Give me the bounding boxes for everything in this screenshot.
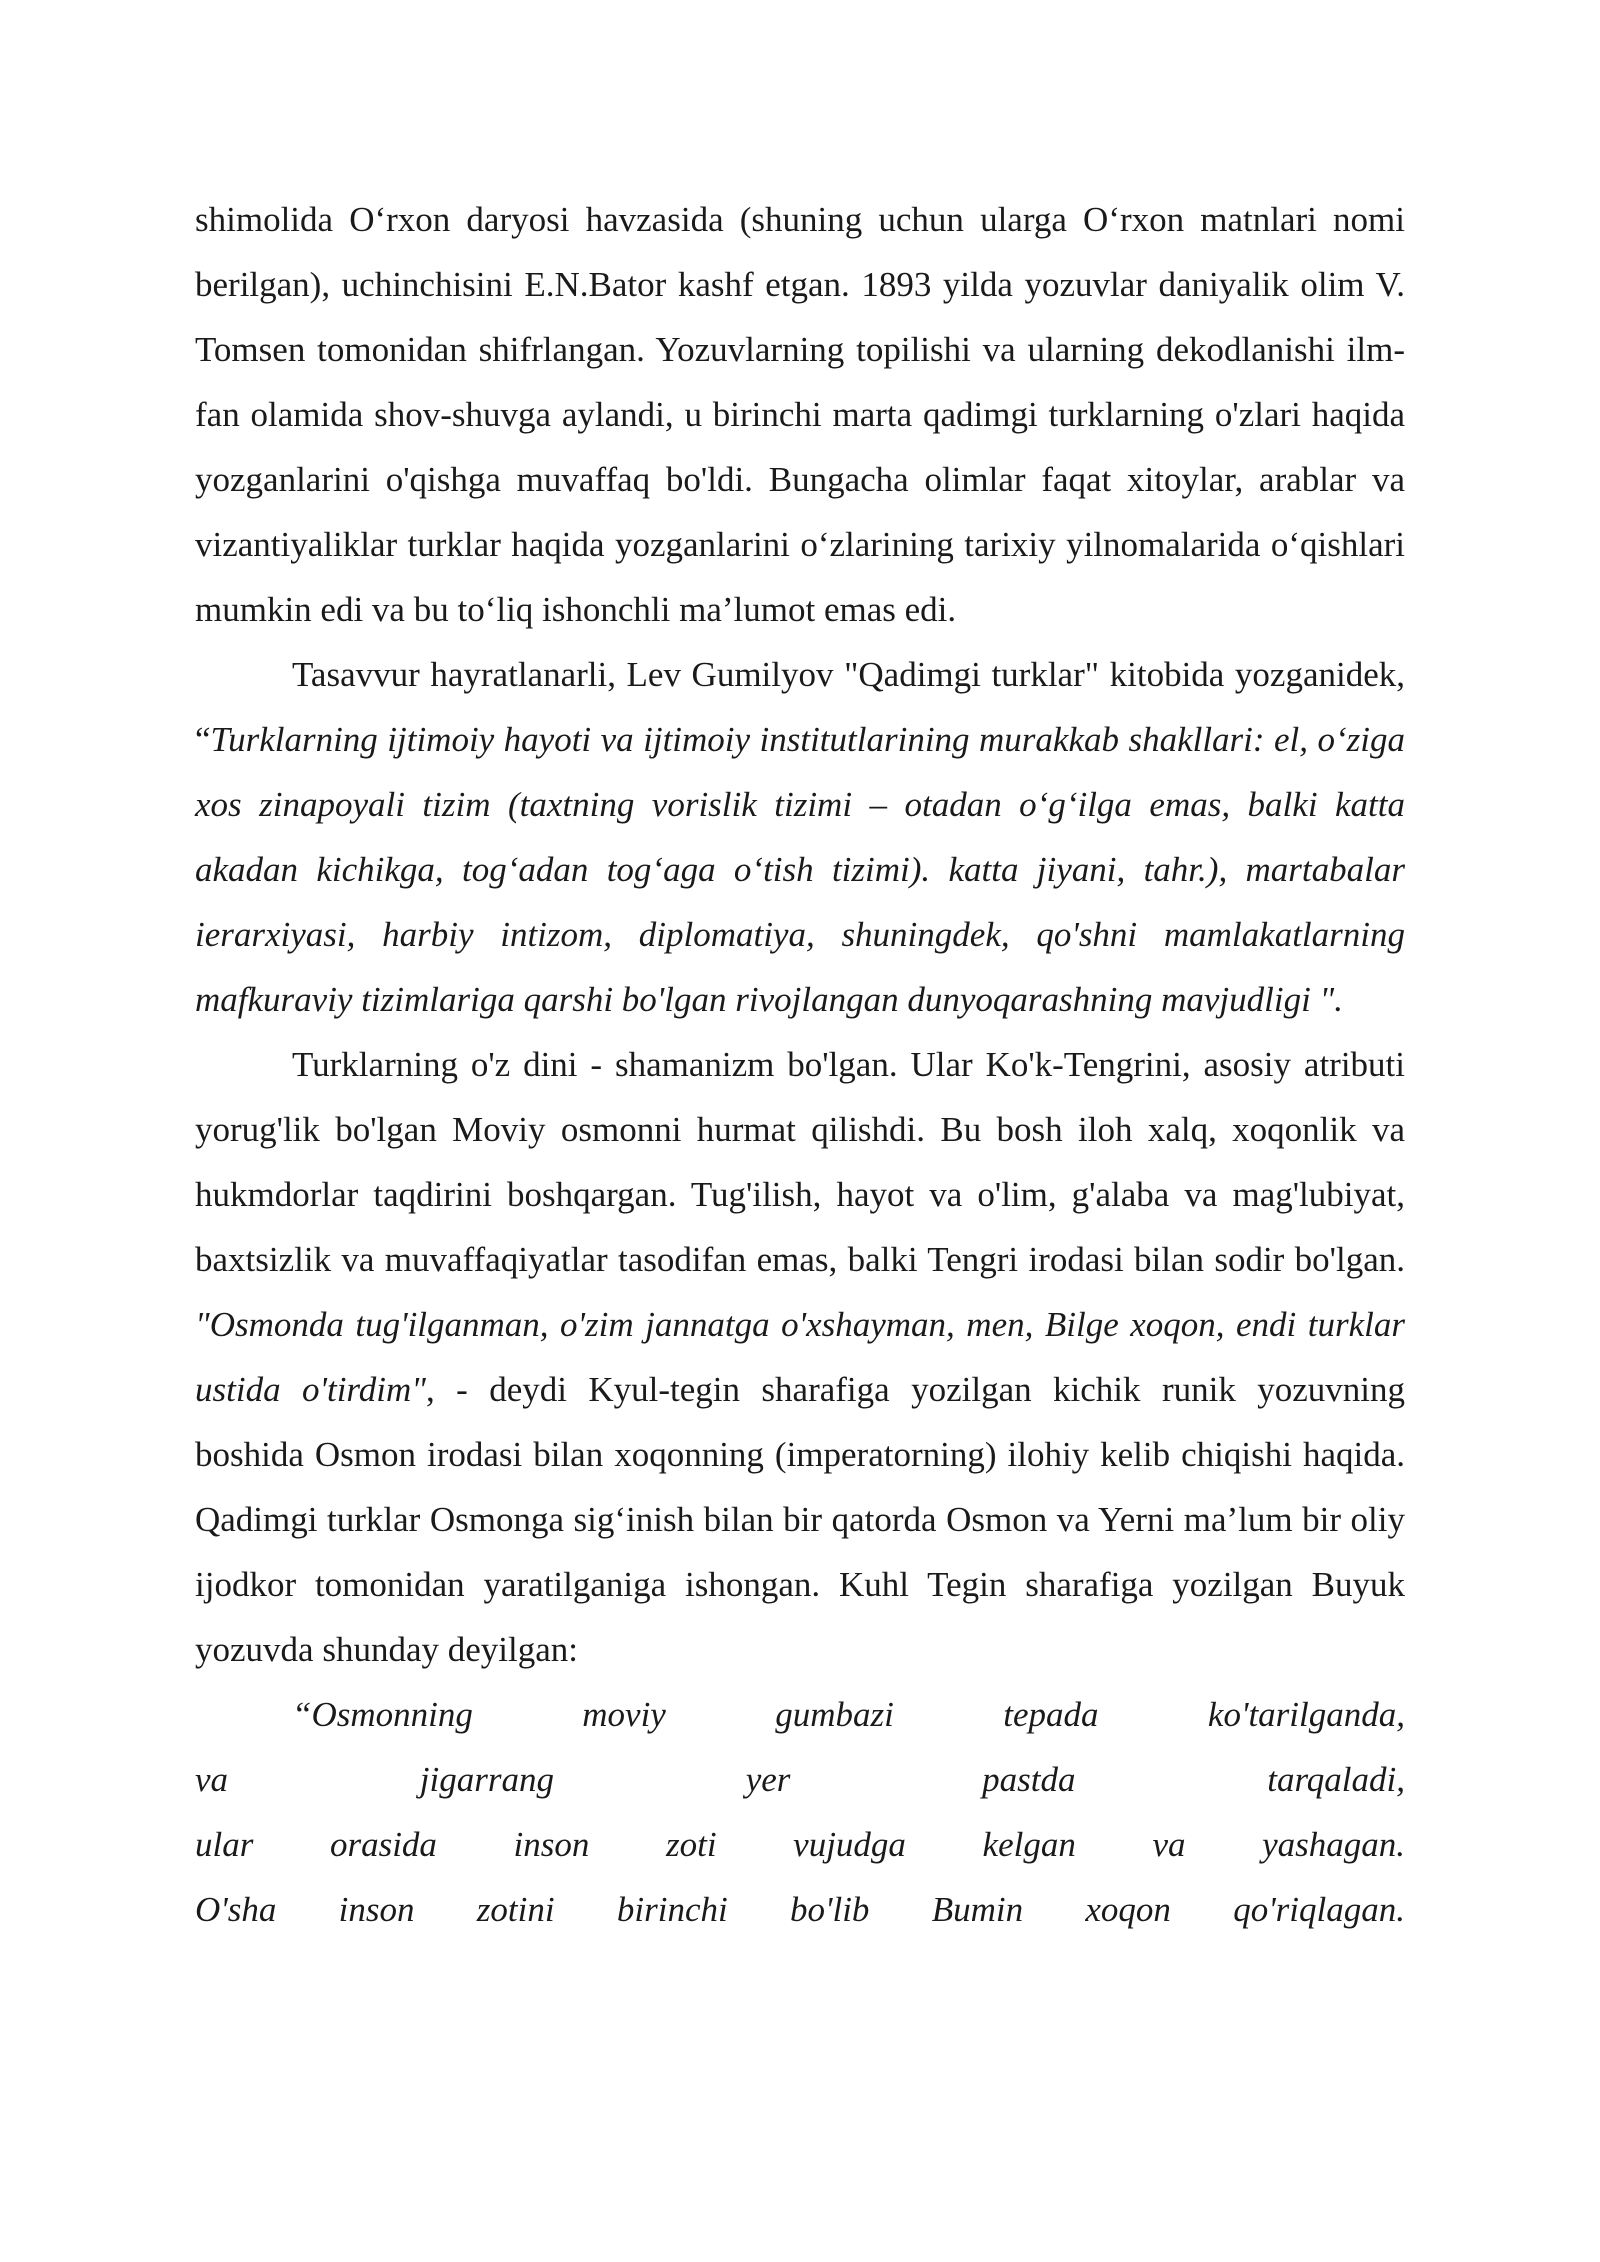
poem-block — [195, 1682, 1405, 1942]
paragraph-2 — [195, 642, 1405, 1032]
paragraph-3-quote: "Osmonda tug'ilganman, o'zim jannatga o'xshayman, men, Bilge xoqon, endi turklar ustida o'tirdim" — [195, 1305, 1405, 1409]
poem-line-2: va jigarrang yer pastda tarqaladi, — [195, 1760, 1405, 1799]
poem-line-4: O'sha inson zotini birinchi bo'lib Bumin xoqon qo'riqlagan. — [195, 1890, 1405, 1929]
poem-line-1: “Osmonning moviy gumbazi tepada ko'tarilganda, — [292, 1695, 1405, 1734]
paragraph-2-lead: Tasavvur hayratlanarli, Lev Gumilyov "Qadimgi turklar" kitobida yozganidek, “ — [195, 655, 1405, 759]
paragraph-3 — [195, 1032, 1405, 1682]
document-page — [195, 187, 1405, 1942]
paragraph-2-quote: Turklarning ijtimoiy hayoti va ijtimoiy institutlarining murakkab shakllari: el, o‘ziga xos zinapoyali tizim (taxtning vorislik tizimi – otadan o‘g‘ilga emas, balki katta akadan kichikga, tog‘adan tog‘aga o‘tish tizimi). katta jiyani, tahr.), martabalar ierarxiyasi, harbiy intizom, diplomatiya, shuningdek, qo'shni mamlakatlarning mafkuraviy tizimlariga qarshi bo'lgan rivojlangan dunyoqarashning mavjudligi ". — [195, 720, 1405, 1019]
poem-line-3: ular orasida inson zoti vujudga kelgan va yashagan. — [195, 1825, 1405, 1864]
paragraph-1: shimolida O‘rxon daryosi havzasida (shuning uchun ularga O‘rxon matnlari nomi berilgan), uchinchisini E.N.Bator kashf etgan. 1893 yilda yozuvlar daniyalik olim V. Tomsen tomonidan shifrlangan. Yozuvlarning topilishi va ularning dekodlanishi ilm-fan olamida shov-shuvga aylandi, u birinchi marta qadimgi turklarning o'zlari haqida yozganlarini o'qishga muvaffaq bo'ldi. Bungacha olimlar faqat xitoylar, arablar va vizantiyaliklar turklar haqida yozganlarini o‘zlarining tarixiy yilnomalarida o‘qishlari mumkin edi va bu to‘liq ishonchli ma’lumot emas edi. — [195, 200, 1405, 629]
paragraph-3-tail: , - deydi Kyul-tegin sharafiga yozilgan kichik runik yozuvning boshida Osmon irodasi bilan xoqonning (imperatorning) ilohiy kelib chiqishi haqida. Qadimgi turklar Osmonga sig‘inish bilan bir qatorda Osmon va Yerni ma’lum bir oliy ijodkor tomonidan yaratilganiga ishongan. Kuhl Tegin sharafiga yozilgan Buyuk yozuvda shunday deyilgan: — [195, 1370, 1406, 1669]
paragraph-3-lead: Turklarning o'z dini - shamanizm bo'lgan. Ular Ko'k-Tengrini, asosiy atributi yorug'lik bo'lgan Moviy osmonni hurmat qilishdi. Bu bosh iloh xalq, xoqonlik va hukmdorlar taqdirini boshqargan. Tug'ilish, hayot va o'lim, g'alaba va mag'lubiyat, baxtsizlik va muvaffaqiyatlar tasodifan emas, balki Tengri irodasi bilan sodir bo'lgan. — [195, 1045, 1405, 1279]
